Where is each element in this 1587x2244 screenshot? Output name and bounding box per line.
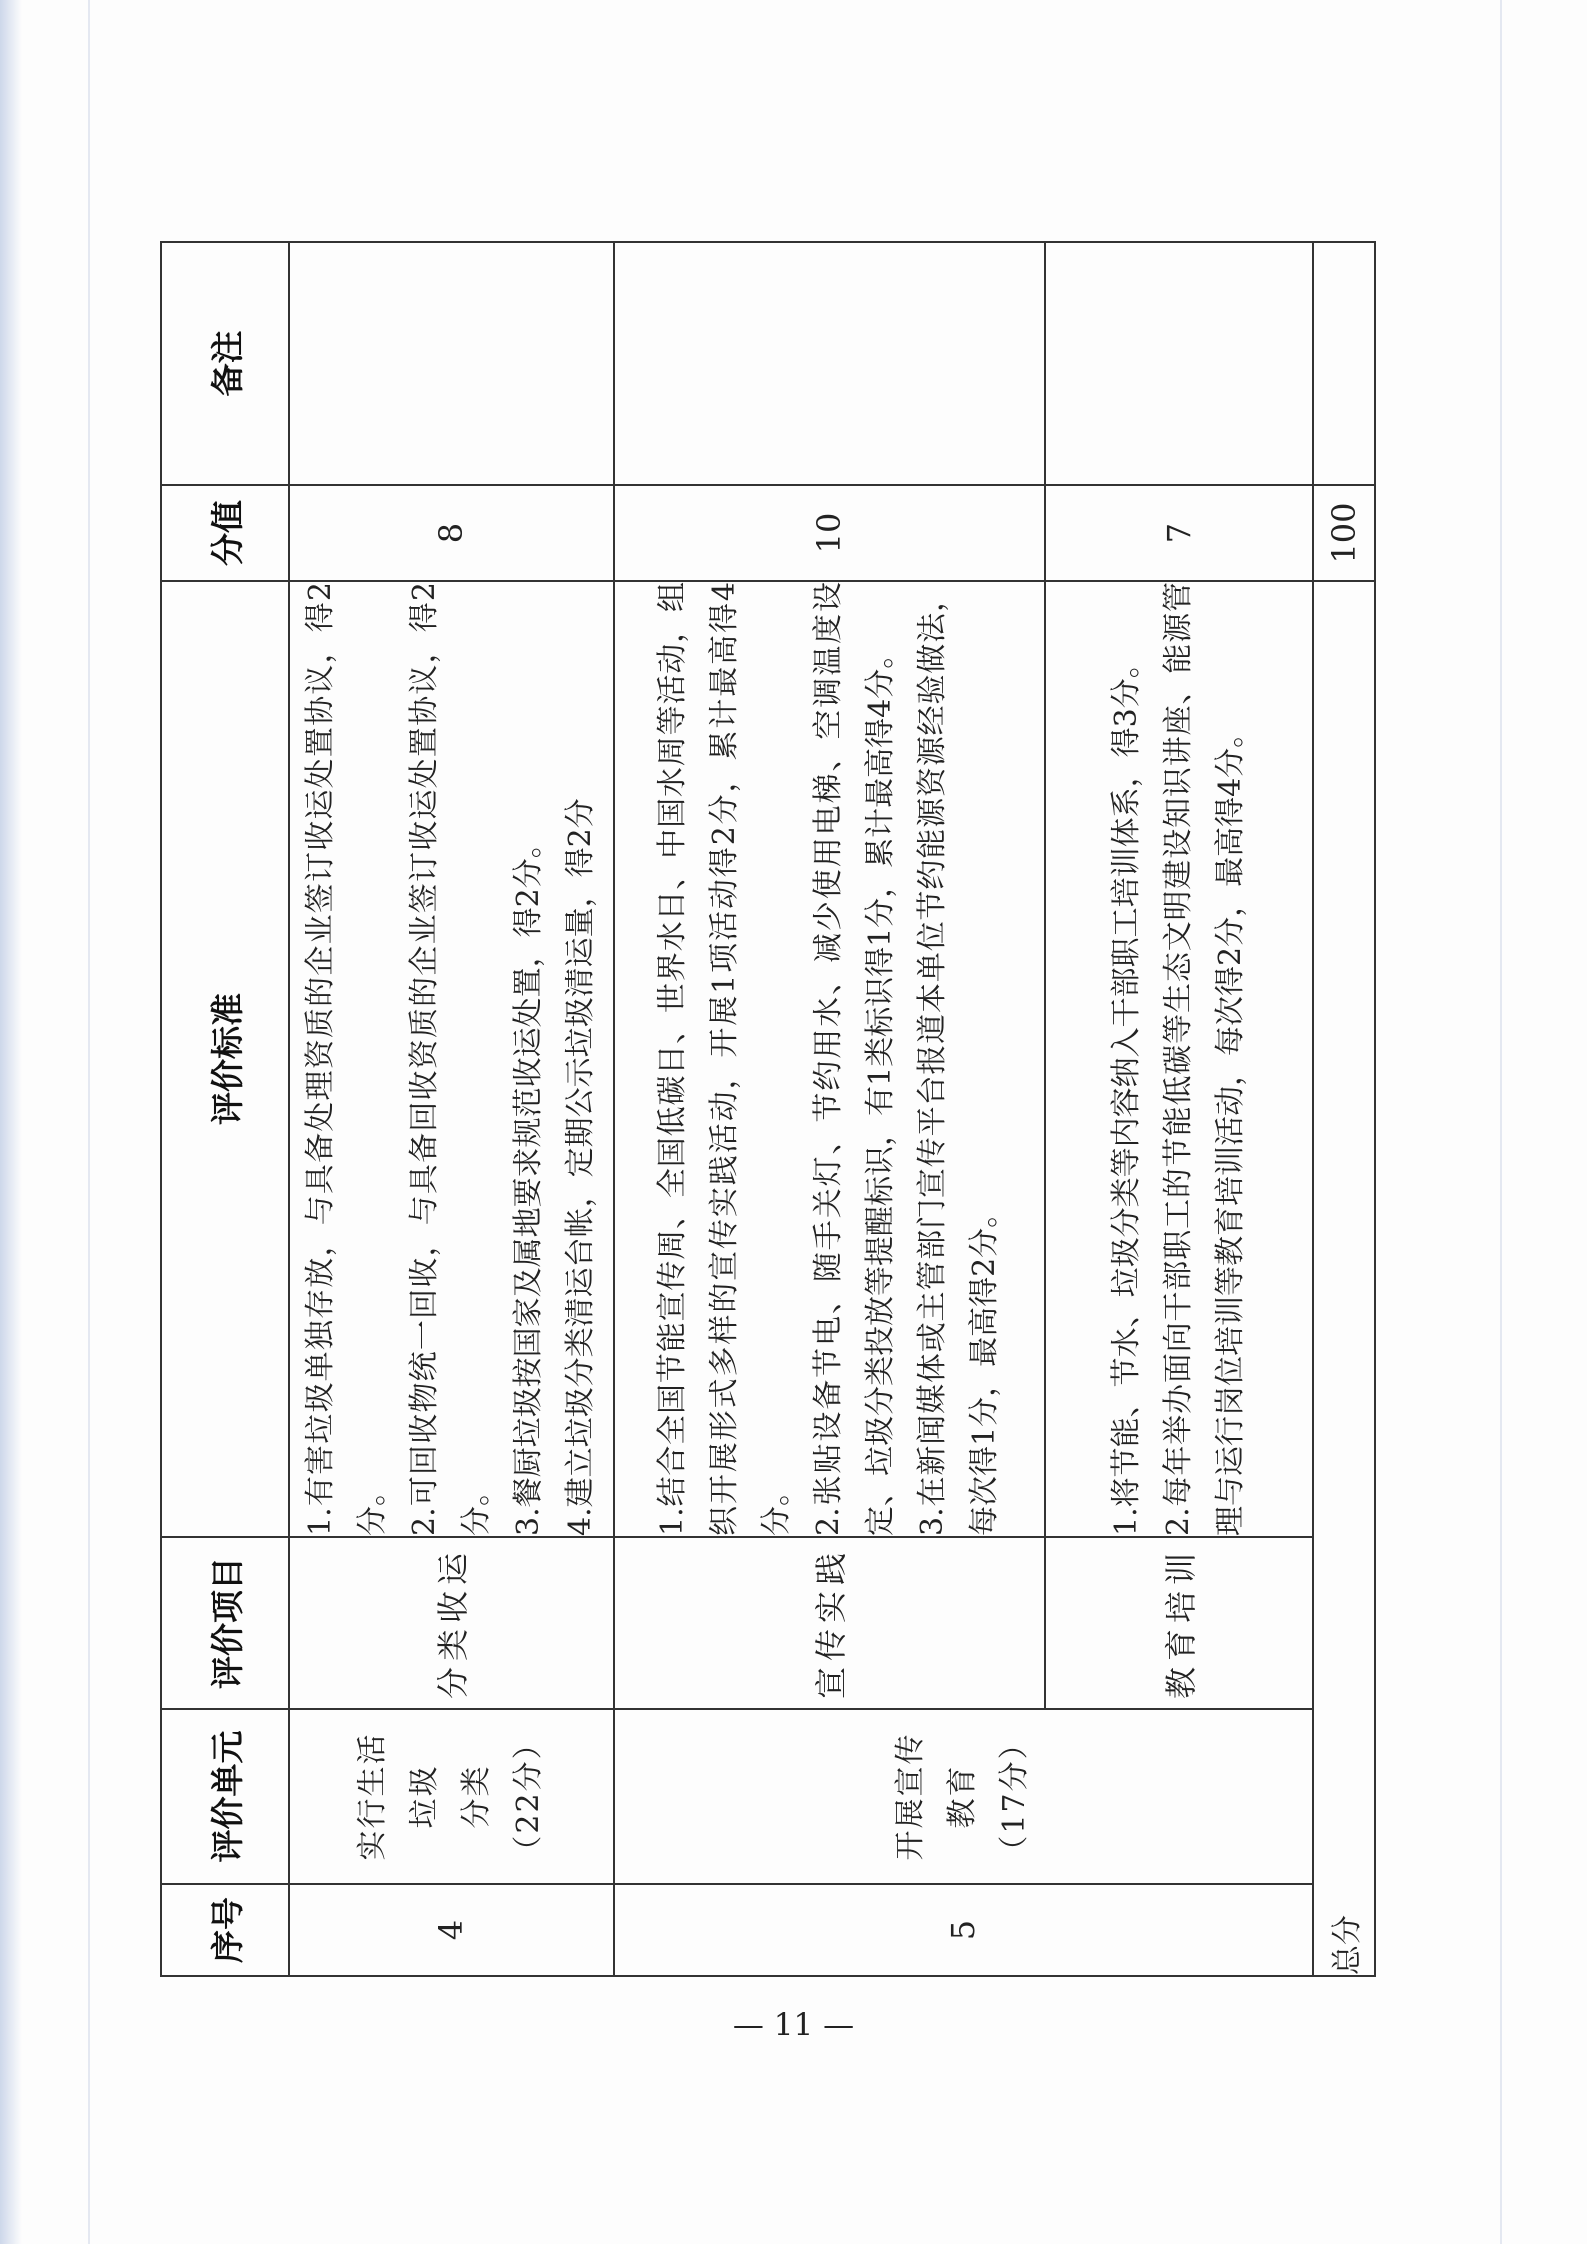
total-label: 总分 — [1313, 581, 1375, 1976]
page-edge-shadow — [0, 0, 22, 2244]
unit-line: 开展宣传 — [893, 1732, 929, 1861]
criteria-line: 1.有害垃圾单独存放，与具备处理资质的企业签订收运处置协议，得2分。 — [303, 582, 391, 1536]
header-unit: 评价单元 — [161, 1709, 289, 1884]
table-row — [289, 242, 614, 1976]
row-remark — [1045, 242, 1312, 485]
total-row — [1313, 242, 1375, 1976]
unit-line: 分类 — [459, 1764, 495, 1829]
row-criteria — [1045, 581, 1312, 1537]
row-item: 宣传实践 — [614, 1537, 1046, 1709]
evaluation-table — [160, 241, 1376, 1977]
unit-line: （17分） — [997, 1727, 1033, 1866]
page-number: — 11 — — [732, 2007, 855, 2043]
unit-line: 教育 — [945, 1764, 981, 1829]
header-row — [161, 242, 289, 1976]
row-remark — [289, 242, 614, 485]
criteria-line: 2.每年举办面向干部职工的节能低碳等生态文明建设知识讲座、能源管理与运行岗位培训等教育培训活动，每次得2分，最高得4分。 — [1161, 582, 1249, 1536]
row-unit — [289, 1709, 614, 1884]
criteria-line: 4.建立垃圾分类清运台帐，定期公示垃圾清运量，得2分 — [563, 798, 599, 1536]
unit-line: 实行生活 — [355, 1732, 391, 1861]
row-criteria — [614, 581, 1046, 1537]
binding-line — [1500, 0, 1502, 2244]
criteria-line: 2.张贴设备节电、随手关灯、节约用水、减少使用电梯、空调温度设定、垃圾分类投放等提醒标识，有1类标识得1分，累计最高得4分。 — [811, 582, 899, 1536]
unit-line: （22分） — [511, 1727, 547, 1866]
table-row — [614, 242, 1046, 1976]
rotated-table-container — [160, 243, 1376, 1977]
header-seq: 序号 — [161, 1884, 289, 1976]
row-score: 7 — [1045, 485, 1312, 581]
header-criteria: 评价标准 — [161, 581, 289, 1537]
row-item: 教育培训 — [1045, 1537, 1312, 1709]
row-criteria — [289, 581, 614, 1537]
row-score: 8 — [289, 485, 614, 581]
row-seq: 5 — [614, 1884, 1313, 1976]
row-score: 10 — [614, 485, 1046, 581]
header-item: 评价项目 — [161, 1537, 289, 1709]
row-item: 分类收运 — [289, 1537, 614, 1709]
criteria-line: 1.结合全国节能宣传周、全国低碳日、世界水日、中国水周等活动，组织开展形式多样的宣传实践活动，开展1项活动得2分，累计最高得4分。 — [655, 582, 795, 1536]
row-unit — [614, 1709, 1313, 1884]
total-value: 100 — [1313, 485, 1375, 581]
criteria-line: 1.将节能、节水、垃圾分类等内容纳入干部职工培训体系，得3分。 — [1109, 648, 1145, 1536]
binding-line — [88, 0, 90, 2244]
header-remark: 备注 — [161, 242, 289, 485]
row-seq: 4 — [289, 1884, 614, 1976]
row-remark — [614, 242, 1046, 485]
header-score: 分值 — [161, 485, 289, 581]
unit-line: 垃圾 — [407, 1764, 443, 1829]
criteria-line: 2.可回收物统一回收，与具备回收资质的企业签订收运处置协议，得2分。 — [407, 582, 495, 1536]
criteria-line: 3.餐厨垃圾按国家及属地要求规范收运处置，得2分。 — [511, 828, 547, 1536]
criteria-line: 3.在新闻媒体或主管部门宣传平台报道本单位节约能源资源经验做法，每次得1分，最高得2分。 — [915, 582, 1003, 1536]
total-remark — [1313, 242, 1375, 485]
